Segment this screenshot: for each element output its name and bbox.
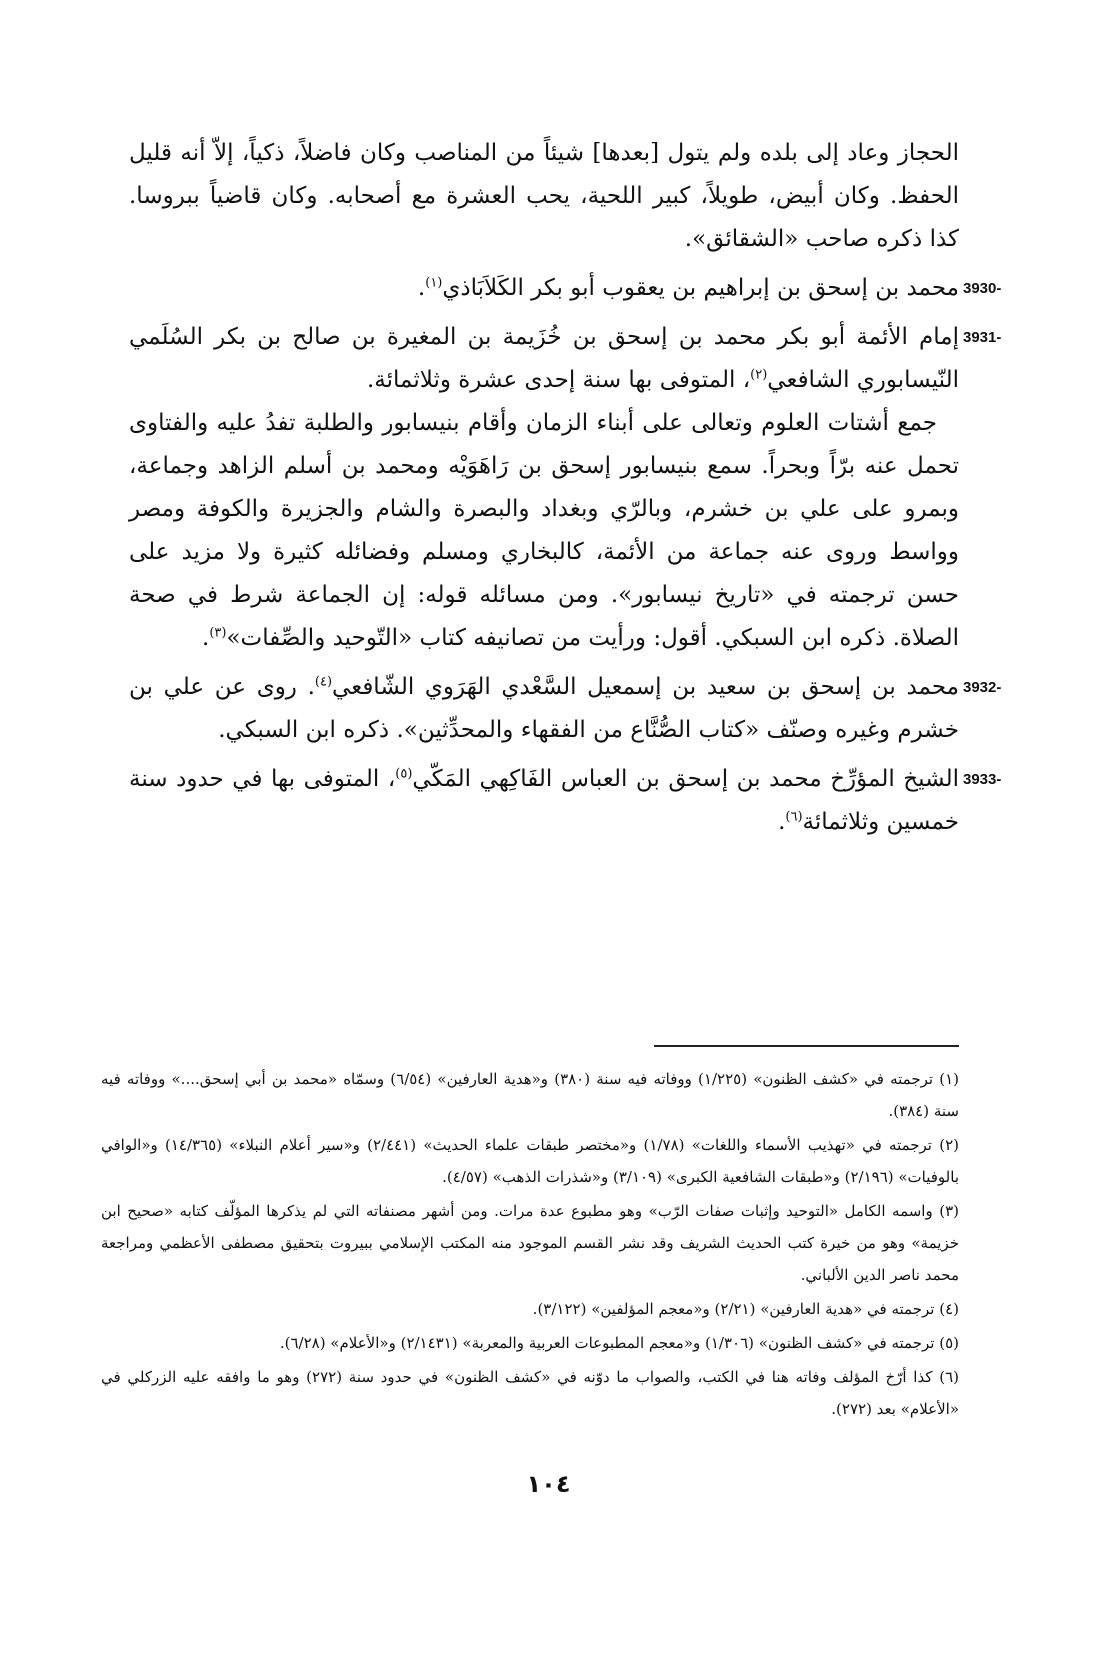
main-text bbox=[129, 132, 1002, 844]
entry-tail: ، المتوفى بها سنة إحدى عشرة وثلاثمائة. bbox=[366, 367, 751, 393]
page-number: ١٠٤ bbox=[526, 1470, 571, 1498]
footnote-ref: (٥) bbox=[395, 766, 413, 782]
paragraph-tail: . bbox=[202, 625, 210, 651]
entry-3931 bbox=[129, 316, 1002, 402]
footnote-ref: (٤) bbox=[314, 674, 333, 690]
entry-3931-body bbox=[129, 402, 959, 660]
entry-3933 bbox=[129, 758, 1002, 844]
entry-text: إمام الأئمة أبو بكر محمد بن إسحق بن خُزَيمة بن المغيرة بن صالح بن بكر السُلَمي النّيسابوري الشافعي bbox=[129, 324, 959, 393]
entry-text: محمد بن إسحق بن سعيد بن إسمعيل السَّعْدي الهَرَوي الشّافعي bbox=[332, 674, 959, 700]
footnote-2: (٢) ترجمته في «تهذيب الأسماء واللغات» (١/٧٨) و«مختصر طبقات علماء الحديث» (٢/٤٤١) و«سير أعلام النبلاء» (١٤/٣٦٥) و«الوافي بالوفيات» (٢/١٩٦) و«طبقات الشافعية الكبرى» (٣/١٠٩) و«شذرات الذهب» (٤/٥٧). bbox=[101, 1136, 959, 1186]
entry-3930 bbox=[129, 267, 1002, 310]
entry-tail: . bbox=[417, 275, 426, 301]
entry-text: الشيخ المؤرِّخ محمد بن إسحق بن العباس الفَاكِهي المَكّي bbox=[412, 766, 959, 792]
footnote-5: (٥) ترجمته في «كشف الظنون» (١/٣٠٦) و«معجم المطبوعات العربية والمعربة» (٢/١٤٣١) و«الأعلام» (٦/٢٨). bbox=[279, 1334, 959, 1352]
entry-number: 3930- bbox=[963, 280, 1002, 297]
footnote-ref: (٢) bbox=[750, 367, 768, 383]
entry-number: 3933- bbox=[963, 771, 1002, 788]
footnote-ref: (٣) bbox=[209, 625, 227, 641]
footnote-ref: (١) bbox=[425, 275, 443, 291]
footnote-6: (٦) كذا أرّخ المؤلف وفاته هنا في الكتب، والصواب ما دوّنه في «كشف الظنون» في حدود سنة (٢٧٢) وهو ما وافقه عليه الزركلي في «الأعلام» بعد (٢٧٢). bbox=[101, 1368, 959, 1418]
opening-paragraph: الحجاز وعاد إلى بلده ولم يتول [بعدها] شيئاً من المناصب وكان فاضلاً، ذكياً، إلاّ أنه قليل الحفظ. وكان أبيض، طويلاً، كبير اللحية، يحب العشرة مع أصحابه. وكان قاضياً ببروسا. كذا ذكره صاحب «الشقائق». bbox=[129, 140, 959, 252]
entry-number: 3932- bbox=[963, 679, 1002, 696]
entry-tail: . روى عن علي بن خشرم وغيره وصنّف «كتاب الصُّنَّاع من الفقهاء والمحدِّثين». ذكره ابن السبكي. bbox=[129, 674, 959, 743]
paragraph-text: جمع أشتات العلوم وتعالى على أبناء الزمان وأقام بنيسابور والطلبة تفدُ عليه والفتاوى تحمل عنه برّاً وبحراً. سمع بنيسابور إسحق بن رَاهَوَيْه ومحمد بن أسلم الزاهد وجماعة، وبمرو على علي بن خشرم، وبالرّي وبغداد والبصرة والشام والجزيرة والكوفة ومصر وواسط وروى عنه جماعة من الأئمة، كالبخاري ومسلم وفضائله كثيرة ولا مزيد على حسن ترجمته في «تاريخ نيسابور». ومن مسائله قوله: إن الجماعة شرط في صحة الصلاة. ذكره ابن السبكي. أقول: ورأيت من تصانيفه كتاب «التّوحيد والصِّفات» bbox=[129, 410, 959, 651]
footnote-divider bbox=[654, 1045, 959, 1047]
entry-mid: ، المتوفى بها في حدود سنة خمسين وثلاثمائة bbox=[129, 766, 959, 835]
entry-text: محمد بن إسحق بن إبراهيم بن يعقوب أبو بكر الكَلاَبَاذي bbox=[442, 275, 959, 301]
entry-tail: . bbox=[778, 809, 786, 835]
entry-number: 3931- bbox=[963, 329, 1002, 346]
footnote-1: (١) ترجمته في «كشف الظنون» (١/٢٢٥) ووفاته فيه سنة (٣٨٠) و«هدية العارفين» (٦/٥٤) وسمّاه «محمد بن أبي إسحق....» ووفاته فيه سنة (٣٨٤). bbox=[101, 1070, 959, 1120]
footnote-ref: (٦) bbox=[785, 809, 803, 825]
footnote-4: (٤) ترجمته في «هدية العارفين» (٢/٢١) و«معجم المؤلفين» (٣/١٢٢). bbox=[532, 1300, 959, 1318]
footnote-3: (٣) واسمه الكامل «التوحيد وإثبات صفات الرّب» وهو مطبوع عدة مرات. ومن أشهر مصنفاته التي لم يذكرها المؤلّف كتابه «صحيح ابن خزيمة» وهو من خيرة كتب الحديث الشريف وقد نشر القسم الموجود منه المكتب الإسلامي ببيروت بتحقيق مصطفى الأعظمي ومراجعة محمد ناصر الدين الألباني. bbox=[101, 1202, 959, 1284]
footnotes bbox=[101, 1063, 959, 1427]
entry-3932 bbox=[129, 666, 1002, 752]
